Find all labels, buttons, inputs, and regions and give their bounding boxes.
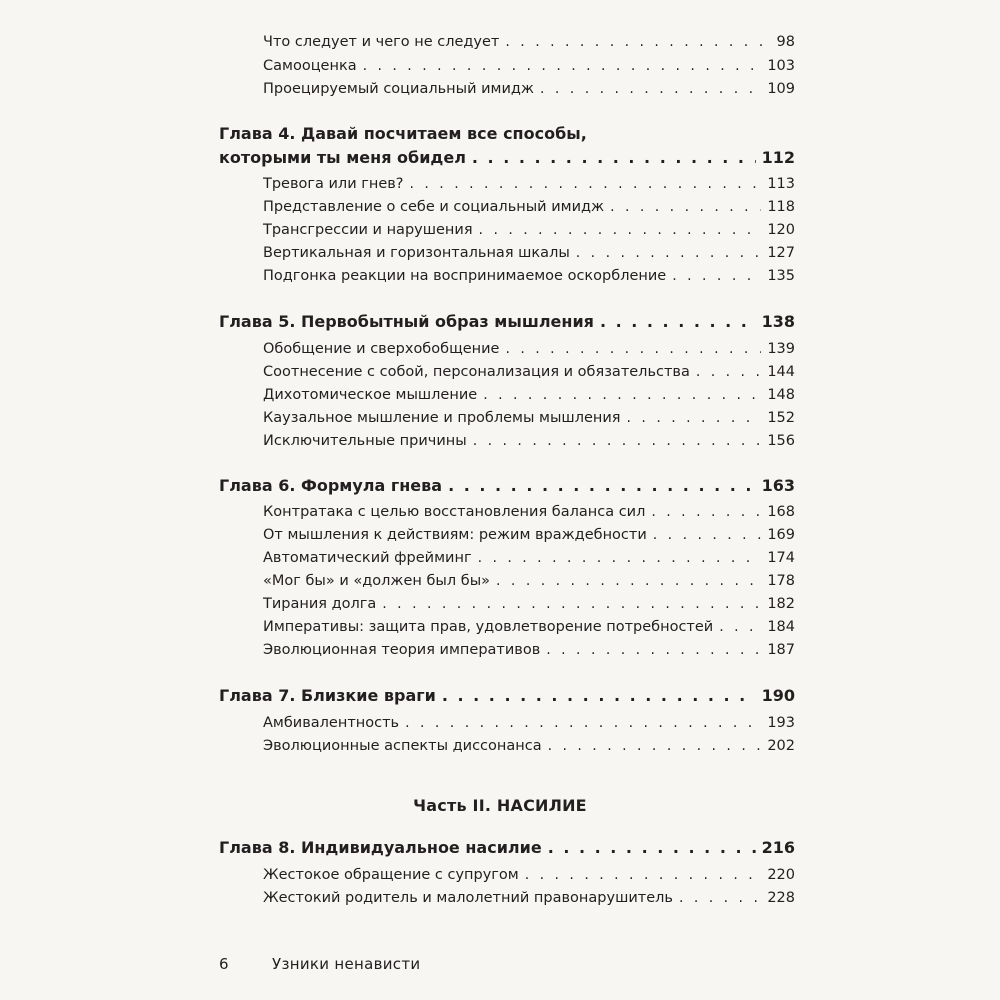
leader-dots: [653, 527, 762, 543]
toc-entry-title: Эволюционная теория императивов: [263, 642, 541, 658]
chapter-4-title-line1[interactable]: Глава 4. Давай посчитаем все способы,: [219, 124, 587, 143]
leader-dots: [540, 81, 761, 97]
chapter-title: Глава 7. Близкие враги: [219, 686, 436, 705]
toc-entry-page: 118: [767, 199, 795, 215]
chapter-7-heading[interactable]: [219, 686, 795, 705]
running-title: Узники ненависти: [272, 955, 421, 973]
leader-dots: [363, 58, 762, 74]
chapter-page: 112: [761, 148, 795, 167]
leader-dots: [546, 642, 761, 658]
leader-dots: [478, 550, 762, 566]
leader-dots: [696, 364, 761, 380]
toc-entry-page: 156: [767, 433, 795, 449]
chapter-page: 163: [761, 476, 795, 495]
toc-entry-page: 148: [767, 387, 795, 403]
leader-dots: [472, 148, 756, 167]
toc-entry[interactable]: [263, 433, 795, 449]
leader-dots: [525, 867, 762, 883]
toc-entry[interactable]: [263, 245, 795, 261]
toc-entry-page: 202: [767, 738, 795, 754]
chapter-page: 190: [761, 686, 795, 705]
chapter-title: Глава 6. Формула гнева: [219, 476, 443, 495]
toc-entry[interactable]: [263, 504, 795, 520]
toc-entry[interactable]: [263, 222, 795, 238]
toc-entry[interactable]: [263, 268, 795, 284]
toc-entry-title: Исключительные причины: [263, 433, 467, 449]
toc-entry-title: Тирания долга: [263, 596, 377, 612]
toc-entry-page: 98: [776, 34, 795, 50]
leader-dots: [410, 176, 762, 192]
toc-entry-page: 144: [767, 364, 795, 380]
leader-dots: [405, 715, 761, 731]
toc-entry-title: Жестокое обращение с супругом: [263, 867, 519, 883]
toc-entry-title: Проецируемый социальный имидж: [263, 81, 534, 97]
toc-entry-title: Тревога или гнев?: [263, 176, 404, 192]
toc-entry[interactable]: [263, 738, 795, 754]
toc-entry-title: Жестокий родитель и малолетний правонарушитель: [263, 890, 673, 906]
toc-entry-page: 174: [767, 550, 795, 566]
toc-entry-page: 109: [767, 81, 795, 97]
toc-entry[interactable]: [263, 387, 795, 403]
leader-dots: [548, 738, 762, 754]
page-number: 6: [219, 955, 229, 973]
toc-entry-title: Контратака с целью восстановления баланса сил: [263, 504, 646, 520]
leader-dots: [576, 245, 762, 261]
toc-entry[interactable]: [263, 642, 795, 658]
toc-entry[interactable]: [263, 890, 795, 906]
toc-entry-page: 169: [767, 527, 795, 543]
chapter-page: 138: [761, 312, 795, 331]
leader-dots: [448, 476, 756, 495]
chapter-4-heading[interactable]: [219, 148, 795, 167]
leader-dots: [479, 222, 762, 238]
toc-entry-page: 113: [767, 176, 795, 192]
leader-dots: [627, 410, 762, 426]
toc-entry-title: Самооценка: [263, 58, 357, 74]
toc-entry-title: Обобщение и сверхобобщение: [263, 341, 500, 357]
leader-dots: [442, 686, 756, 705]
chapter-title: Глава 8. Индивидуальное насилие: [219, 838, 542, 857]
toc-entry-page: 182: [767, 596, 795, 612]
leader-dots: [483, 387, 761, 403]
toc-entry-page: 178: [767, 573, 795, 589]
toc-entry-page: 120: [767, 222, 795, 238]
toc-entry[interactable]: [263, 364, 795, 380]
toc-entry-page: 184: [767, 619, 795, 635]
chapter-title: Глава 5. Первобытный образ мышления: [219, 312, 594, 331]
toc-entry-page: 220: [767, 867, 795, 883]
toc-entry-title: От мышления к действиям: режим враждебности: [263, 527, 647, 543]
toc-entry[interactable]: [263, 176, 795, 192]
toc-entry[interactable]: [263, 867, 795, 883]
toc-entry-title: Автоматический фрейминг: [263, 550, 472, 566]
toc-entry-page: 168: [767, 504, 795, 520]
toc-entry-title: Каузальное мышление и проблемы мышления: [263, 410, 621, 426]
toc-entry[interactable]: [263, 81, 795, 97]
toc-entry-title: Дихотомическое мышление: [263, 387, 478, 403]
leader-dots: [548, 838, 756, 857]
chapter-5-heading[interactable]: [219, 312, 795, 331]
toc-entry[interactable]: [263, 550, 795, 566]
leader-dots: [610, 199, 761, 215]
toc-entry[interactable]: [263, 619, 795, 635]
leader-dots: [672, 268, 761, 284]
toc-entry-title: Вертикальная и горизонтальная шкалы: [263, 245, 570, 261]
toc-entry-title: Императивы: защита прав, удовлетворение потребностей: [263, 619, 714, 635]
leader-dots: [382, 596, 761, 612]
toc-entry-page: 103: [767, 58, 795, 74]
toc-entry[interactable]: [263, 341, 795, 357]
leader-dots: [679, 890, 761, 906]
leader-dots: [600, 312, 756, 331]
toc-entry-title: Представление о себе и социальный имидж: [263, 199, 605, 215]
toc-entry-page: 135: [767, 268, 795, 284]
toc-entry-title: Что следует и чего не следует: [263, 34, 500, 50]
toc-entry[interactable]: [263, 715, 795, 731]
part-heading[interactable]: Часть II. НАСИЛИЕ: [413, 796, 587, 815]
toc-entry[interactable]: [263, 410, 795, 426]
leader-dots: [473, 433, 762, 449]
toc-entry-page: 139: [767, 341, 795, 357]
leader-dots: [505, 34, 770, 50]
toc-entry-page: 187: [767, 642, 795, 658]
toc-entry-title: Амбивалентность: [263, 715, 400, 731]
chapter-page: 216: [761, 838, 795, 857]
toc-entry-page: 127: [767, 245, 795, 261]
toc-entry-title: «Мог бы» и «должен был бы»: [263, 573, 491, 589]
toc-entry-title: Трансгрессии и нарушения: [263, 222, 473, 238]
chapter-8-heading[interactable]: [219, 838, 795, 857]
toc-entry[interactable]: [263, 596, 795, 612]
toc-entry[interactable]: [263, 58, 795, 74]
chapter-title: которыми ты меня обидел: [219, 148, 466, 167]
leader-dots: [496, 573, 761, 589]
leader-dots: [651, 504, 761, 520]
toc-entry-title: Подгонка реакции на воспринимаемое оскорбление: [263, 268, 667, 284]
toc-entry[interactable]: [263, 199, 795, 215]
toc-entry[interactable]: [263, 573, 795, 589]
toc-entry-title: Эволюционные аспекты диссонанса: [263, 738, 542, 754]
leader-dots: [505, 341, 761, 357]
toc-entry-page: 152: [767, 410, 795, 426]
toc-entry-title: Соотнесение с собой, персонализация и обязательства: [263, 364, 690, 380]
toc-entry[interactable]: [263, 34, 795, 50]
chapter-6-heading[interactable]: [219, 476, 795, 495]
toc-entry-page: 193: [767, 715, 795, 731]
toc-entry-page: 228: [767, 890, 795, 906]
leader-dots: [719, 619, 761, 635]
toc-entry[interactable]: [263, 527, 795, 543]
